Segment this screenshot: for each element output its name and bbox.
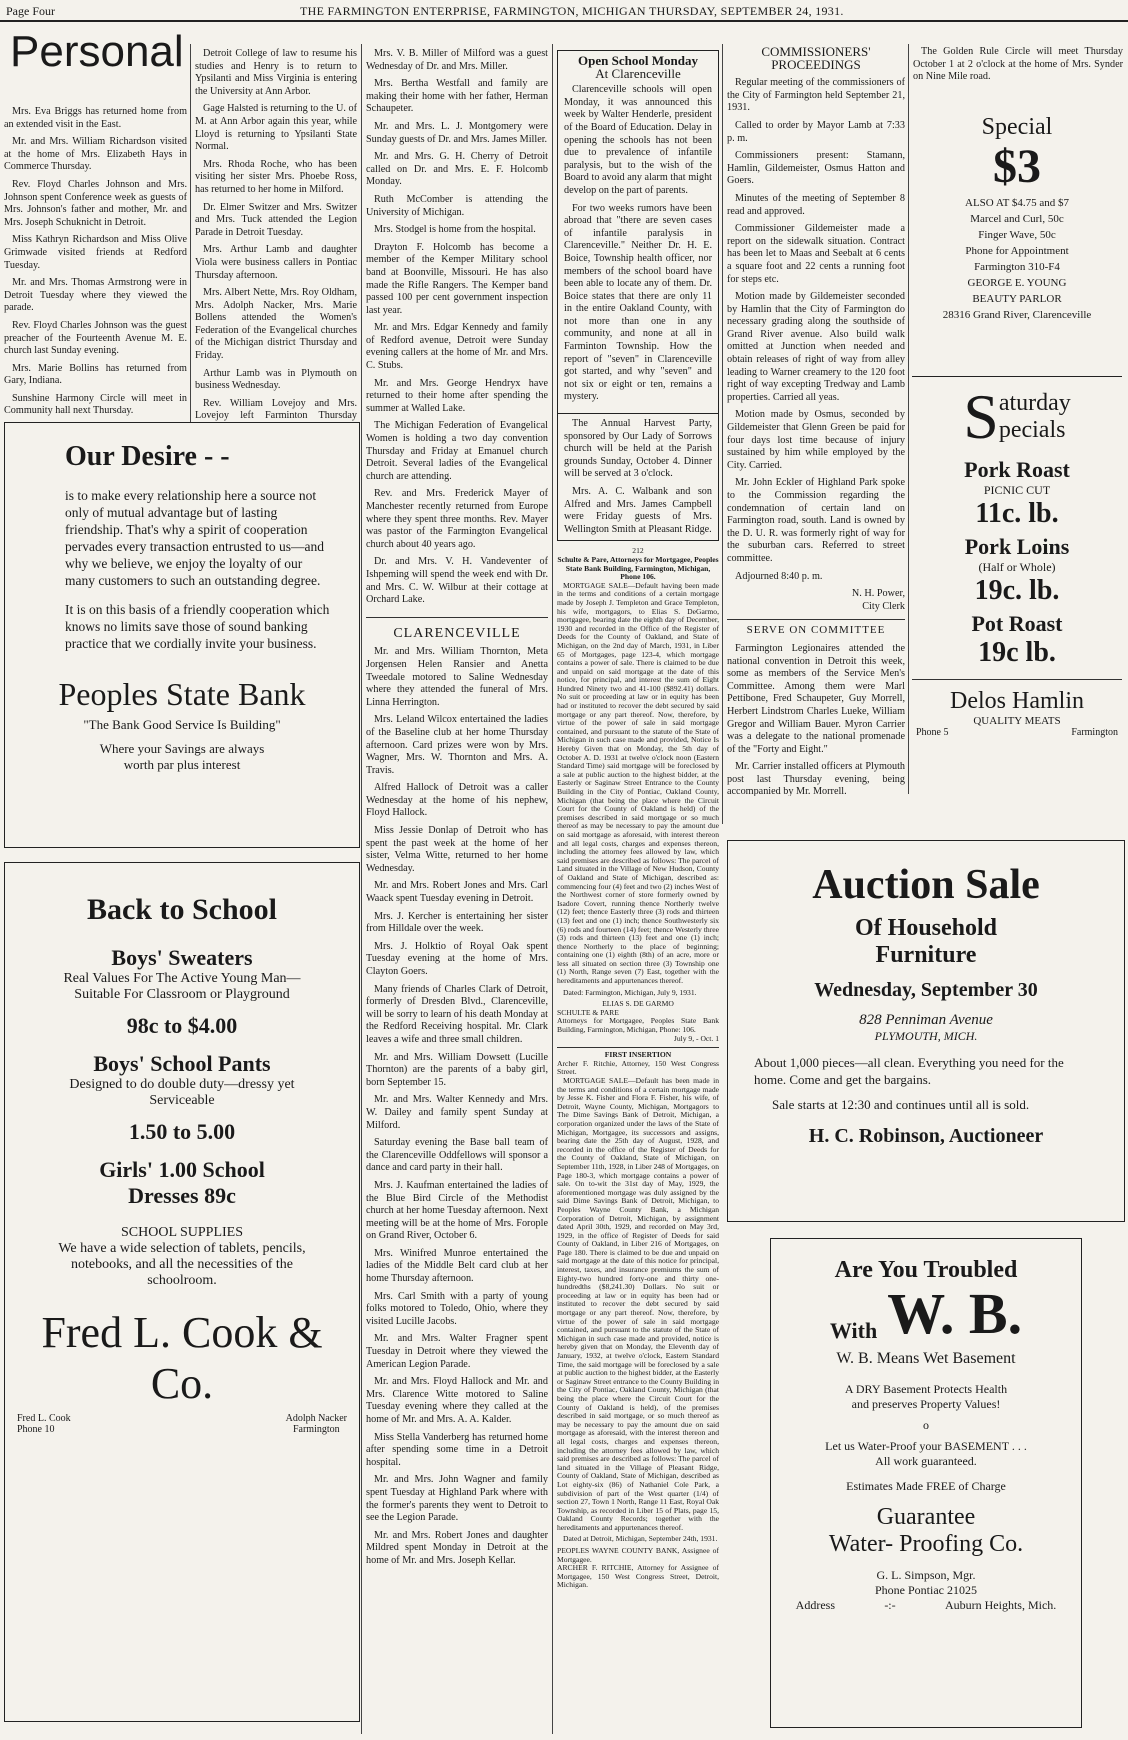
news-item: Miss Jessie Donlap of Detroit who has spent the past week at the home of her sister, Velma Witte, returned to her home Wednesday. xyxy=(366,825,548,874)
clarenceville-title: CLARENCEVILLE xyxy=(366,617,548,641)
bank-where-2: worth par plus interest xyxy=(123,757,241,772)
butcher-name: Delos Hamlin xyxy=(912,679,1122,715)
news-item: Mrs. Marie Bollins has returned from Gary, Indiana. xyxy=(4,362,187,387)
store-footer xyxy=(5,1409,359,1435)
news-item: Mr. and Mrs. Robert Jones and Mrs. Carl Waack spent Tuesday evening in Detroit. xyxy=(366,880,548,905)
news-item: Arthur Lamb was in Plymouth on business Wednesday. xyxy=(195,367,357,392)
auction-desc: About 1,000 pieces—all clean. Everything you need for the home. Come and get the bargains. xyxy=(754,1055,1064,1087)
personal-items xyxy=(4,106,187,421)
golden-rule-notice xyxy=(913,46,1123,106)
newspaper-header: THE FARMINGTON ENTERPRISE, FARMINGTON, MICHIGAN THURSDAY, SEPTEMBER 24, 1931. xyxy=(300,4,844,18)
walbank-notice: Mrs. A. C. Walbank and son Alfred and Mrs. James Campbell were Friday guests of Mrs. Wellington Smith at Pleasant Ridge. xyxy=(564,486,712,535)
personal-column-2 xyxy=(195,48,357,443)
item-pork-roast: Pork Roast xyxy=(964,457,1070,482)
news-item: Mr. and Mrs. Thomas Armstrong were in Detroit Tuesday where they viewed the parade. xyxy=(4,277,187,314)
school-ad-title: Back to School xyxy=(86,893,278,926)
clerk-name: N. H. Power, xyxy=(851,588,905,600)
events-box xyxy=(557,414,719,541)
news-item: Minutes of the meeting of September 8 read and approved. xyxy=(727,192,905,217)
news-item: Commissioner Gildemeister made a report on the sidewalk situation. Contract has been let to Maas and Seebalt at 6 cents a square foot and 22 cents a running foot for steps etc. xyxy=(727,223,905,285)
news-item: Rev. Floyd Charles Johnson was the guest preacher of the Fourteenth Avenue M. E. church last Sunday evening. xyxy=(4,319,187,357)
news-item: Regular meeting of the commissioners of the City of Farmington held September 21, 1931. xyxy=(727,77,905,114)
news-item: Mrs. Winifred Munroe entertained the ladies of the Middle Belt card club at her home Thursday afternoon. xyxy=(366,1247,548,1285)
commissioners-title: COMMISSIONERS' xyxy=(761,46,871,59)
meat-specials-ad xyxy=(912,376,1122,773)
clerk-title: City Clerk xyxy=(862,600,905,612)
supplies-heading: SCHOOL SUPPLIES xyxy=(120,1225,243,1240)
store-name: Fred L. Cook & Co. xyxy=(41,1308,323,1408)
butcher-contact xyxy=(912,727,1122,738)
news-item: Commissioners present: Stamann, Hamlin, Gildemeister, Osmus Hatton and Goers. xyxy=(727,150,905,187)
news-item: Mr. and Mrs. William Thornton, Meta Jorgensen Helen Ransier and Anetta Tweedale motored to Saline Wednesday where they attended the funeral of Mrs. Linna Herrington. xyxy=(366,646,548,708)
wb-initials: W. B. xyxy=(887,1281,1023,1346)
sweaters-desc-2: Suitable For Classroom or Playground xyxy=(74,987,290,1002)
news-item: Motion made by Gildemeister seconded by Hamlin that the City of Farmington do necessary grading along the southside of Grand River avenue. Also build walk omitted at Junction when needed and obtain releases of right of way from alley leading to Warner creamery to the 120 foot right of way excepting Tredway and Lamb properties. Carried all yeas. xyxy=(727,291,905,403)
wb-bullet: o xyxy=(923,1418,929,1432)
price-pot-roast: 19c lb. xyxy=(978,637,1056,668)
store-partner: Adolph Nacker xyxy=(285,1413,347,1424)
store-owner: Fred L. Cook xyxy=(17,1413,71,1424)
legal-dates: July 9, - Oct. 1 xyxy=(673,1033,719,1043)
fred-cook-school-ad xyxy=(4,862,360,1722)
wb-manager: G. L. Simpson, Mgr. xyxy=(876,1568,976,1582)
item-pork-loins: Pork Loins xyxy=(964,534,1070,559)
special-label: Special xyxy=(981,114,1053,140)
pants-desc-2: Serviceable xyxy=(149,1093,215,1108)
wb-address-line xyxy=(771,1598,1081,1613)
wb-company-2: Water- Proofing Co. xyxy=(828,1531,1024,1557)
sweaters-desc: Real Values For The Active Young Man— xyxy=(63,971,301,986)
commissioners-items xyxy=(727,77,905,583)
desire-body-2: It is on this basis of a friendly cooperation which knows no limits save those of sound banking practice that we cordially invite your business. xyxy=(65,602,330,651)
commissioners-subtitle: PROCEEDINGS xyxy=(771,56,861,72)
news-item: Rev. William Lovejoy and Mrs. Lovejoy left Farminton Thursday xyxy=(195,397,357,422)
news-item: Mrs. Arthur Lamb and daughter Viola were business callers in Pontiac Thursday afternoon. xyxy=(195,244,357,281)
butcher-town: Farmington xyxy=(1071,727,1118,738)
news-item: Rev. and Mrs. Frederick Mayer of Manchester recently returned from Europe where they spent three months. Rev. Mayer was pastor of the Farmington Evangelical church about 40 years ago. xyxy=(366,488,548,550)
dresses-price: Dresses 89c xyxy=(128,1183,236,1208)
golden-rule-text: The Golden Rule Circle will meet Thursday October 1 at 2 o'clock at the home of Mrs. Synder on Nine Mile road. xyxy=(913,46,1123,83)
harvest-notice: The Annual Harvest Party, sponsored by Our Lady of Sorrows church will be held at the Parish grounds Sunday, October 4. Dinner will be served at 3 o'clock. xyxy=(564,418,712,480)
news-item: Dr. Elmer Switzer and Mrs. Switzer and Mrs. Tuck attended the Legion Parade in Detroit Tuesday. xyxy=(195,201,357,238)
clarenceville-items xyxy=(366,646,548,1567)
wb-phone: Phone Pontiac 21025 xyxy=(875,1583,977,1597)
butcher-tagline: QUALITY MEATS xyxy=(973,715,1061,727)
supplies-desc-2: notebooks, and all the necessities of the xyxy=(71,1257,293,1272)
legal-notice-2 xyxy=(557,1047,719,1590)
news-item: Mr. and Mrs. Walter Fragner spent Tuesday in Detroit where they viewed the American Legion Parade. xyxy=(366,1333,548,1370)
saturday-word: aturday xyxy=(998,390,1071,416)
column-divider xyxy=(361,44,362,1734)
news-item: Alfred Hallock of Detroit was a caller Wednesday at the home of his nephew, Floyd Hallock. xyxy=(366,782,548,819)
news-item: Mr. and Mrs. William Richardson visited at the home of Mrs. Elizabeth Hays in Commerce Thursday. xyxy=(4,136,187,173)
news-item: The Michigan Federation of Evangelical Women is holding a two day convention Thursday and Friday at Emanuel church Detroit. Several ladies of the Evangelical church are attending. xyxy=(366,420,548,482)
bank-where-1: Where your Savings are always xyxy=(99,741,265,756)
serve-body-2: Mr. Carrier installed officers at Plymouth post last Thursday evening, being accompanied by Mr. Morrell. xyxy=(727,761,905,796)
pants-price: 1.50 to 5.00 xyxy=(128,1119,236,1144)
news-item: Mr. and Mrs. L. J. Montgomery were Sunday guests of Dr. and Mrs. James Miller. xyxy=(366,120,548,145)
legal-attorneys: Schulte & Pare, Attorneys for Mortgagee, Peoples State Bank Building, Farmington, Michigan, Phone 106. xyxy=(557,554,719,582)
item-pot-roast: Pot Roast xyxy=(971,611,1063,636)
also-prices: ALSO AT $4.75 and $7 xyxy=(965,197,1069,209)
news-item: Mrs. Eva Briggs has returned home from an extended visit in the East. xyxy=(4,106,187,130)
news-item: Mrs. Albert Nette, Mrs. Roy Oldham, Mrs. Adolph Nacker, Mrs. Marie Bollens attended the Women's Federation of the Evangelical churches of the Michigan district Thursday and Friday. xyxy=(195,287,357,362)
legal-dated: Dated: Farmington, Michigan, July 9, 1931. xyxy=(563,987,697,997)
news-item: Dr. and Mrs. V. H. Vandeventer of Ishpeming will spend the week end with Dr. and Mrs. C. W. Wilbur at their cottage at Orchard Lake. xyxy=(366,556,548,606)
school-subtitle: At Clarenceville xyxy=(595,65,681,81)
news-item: Mrs. Leland Wilcox entertained the ladies of the Baseline club at her home Thursday afternoon. Card prizes were won by Mrs. Wagner, Mrs. W. Thornton and Mrs. A. Travis. xyxy=(366,714,548,776)
legal-signature: ELIAS S. DE GARMO xyxy=(602,999,674,1009)
legal2-header: FIRST INSERTION xyxy=(604,1050,672,1060)
wb-separator: -:- xyxy=(884,1598,896,1612)
price-pork-loins: 19c. lb. xyxy=(974,575,1060,606)
news-item: Mrs. Stodgel is home from the hospital. xyxy=(374,224,536,236)
store-town: Farmington xyxy=(292,1424,340,1435)
peoples-bank-ad xyxy=(4,422,360,848)
finger-wave-price: Finger Wave, 50c xyxy=(978,229,1056,241)
news-item: Mr. and Mrs. John Wagner and family spent Tuesday at Highland Park where with the former's parents they went to Detroit to see the Legion Parade. xyxy=(366,1474,548,1524)
news-item: For two weeks rumors have been abroad that "there are seven cases of infantile paralysis in Clarenceville." Neither Dr. H. E. Boice, Township health officer, nor members of the school board have been able to locate any of them. Dr. Boice states that there are only 11 in the entire Oakland County, with not more than one in any community, and none at all in Farminton Township. How the report of "seven" in Clarenceville got started, and why "seven" and not six or eight or ten, remains a mystery. xyxy=(564,202,712,403)
news-item: Sunshine Harmony Circle will meet in Community hall next Thursday. xyxy=(4,392,187,417)
news-item: Mr. and Mrs. G. H. Cherry of Detroit called on Dr. and Mrs. E. F. Holcomb Monday. xyxy=(366,151,548,188)
news-item: Rev. Floyd Charles Johnson and Mrs. Johnson spent Conference week as guests of Mrs. Johnson's father and mother, Mr. and Mrs. Joseph Schuknicht in Detroit. xyxy=(4,178,187,228)
news-item: Mrs. J. Kaufman entertained the ladies of the Blue Bird Circle of the Methodist church at her home Tuesday afternoon. Next meeting will be at the home of Mrs. Forople on Grand River, October 6. xyxy=(366,1179,548,1242)
beauty-address: 28316 Grand River, Clarenceville xyxy=(942,309,1092,321)
legal-signature-2: SCHULTE & PARE xyxy=(557,1007,619,1017)
news-item: Many friends of Charles Clark of Detroit, formerly of Dresden Blvd., Clarenceville, will be sorry to learn of his death Monday at the Redford Receiving hospital. Mr. Clark leaves a wife and three small children. xyxy=(366,983,548,1045)
news-item: Detroit College of law to resume his studies and Henry is to return to Ypsilanti and Miss Virginia is entering the University at Ann Arbor. xyxy=(195,48,357,97)
school-title: Open School Monday xyxy=(578,53,698,68)
serve-body: Farmington Legionaires attended the national convention in Detroit this week, some as members of the Service Men's Committee. Among them were Marl Pettibone, Fred Schaupeter, Guy Morrell, Herbert Lindstrom Charles Lueke, William Gregor and William Bauer. Myron Carrier was a delegate to the national promenade of the "Forty and Eight." xyxy=(727,642,905,755)
column-divider xyxy=(190,44,191,444)
butcher-phone: Phone 5 xyxy=(916,727,949,738)
column-divider xyxy=(722,44,723,824)
saturday-specials-heading xyxy=(912,381,1122,452)
news-item: Mr. and Mrs. William Dowsett (Lucille Thornton) are the parents of a baby girl, born September 15. xyxy=(366,1051,548,1088)
wb-title: Are You Troubled xyxy=(834,1257,1018,1283)
legal-number: 212 xyxy=(632,546,644,556)
special-price: $3 xyxy=(993,140,1041,193)
legal2-signature-2: ARCHER F. RITCHIE, Attorney for Assignee of Mortgagee, 150 West Congress Street, Detroit, Michigan. xyxy=(557,1563,719,1590)
serve-title: SERVE ON COMMITTEE xyxy=(727,619,905,637)
price-pork-roast: 11c. lb. xyxy=(975,498,1059,529)
col2-items xyxy=(195,48,357,443)
column-divider xyxy=(908,44,909,794)
store-phone: Phone 10 xyxy=(17,1424,55,1435)
page-number: Page Four xyxy=(6,4,55,18)
dresses-heading: Girls' 1.00 School xyxy=(99,1157,265,1182)
news-item: Mrs. Bertha Westfall and family are making their home with her father, Herman Schaupeter. xyxy=(366,78,548,115)
news-item: Mr. and Mrs. Robert Jones and daughter Mildred spent Monday in Detroit at the home of Mr. and Mrs. Joseph Kellar. xyxy=(366,1529,548,1566)
wb-heading xyxy=(771,1281,1081,1346)
pants-desc: Designed to do double duty—dressy yet xyxy=(69,1077,295,1092)
auction-address: 828 Penniman Avenue xyxy=(859,1012,993,1028)
legal2-body: MORTGAGE SALE—Default has been made in the terms and conditions of a certain mortgage made by Jesse K. Fisher and Flora F. Fisher, his wife, of Detroit, Wayne County, Michigan, Mortgagors to The Dime Savings Bank of Detroit, Michigan, a corporation organized under the laws of the State of Michigan, Mortgagee, its successors and assigns, bearing date the 25th day of August, 1928, and recorded in the office of the Register of Deeds for the County of Oakland, State of Michigan, on September 11th, 1928, in Liber 248 of Mortgages, on Page 180-3, which mortgage contains a power of sale. On to-wit the 31st day of May, 1929, the aforementioned mortgage was duly assigned by the said Dime Savings Bank of Detroit, Michigan, to Peoples Wayne County Bank, a Michigan Corporation of Detroit, Michigan, by assignment dated April 30th, 1929, and recorded on May 3rd, 1929, in the office of Register of Deeds for said County of Oakland, in Liber 216 of Mortgages, on Page 180. There is claimed to be due and unpaid on said mortgage at the date of this notice for principal, interest, taxes, and insurance premiums the sum of Eighty-two hundred forty-one and thirty one-hundredths ($8,241.30) Dollars. No suit or proceeding at law or in equity has been had or instituted to recover the debt secured by said mortgage or any part thereof. Now, therefore, by virtue of the power of sale in said mortgage contained, and pursuant to the statute of the State of Michigan in such case made and provided, notice is hereby given that on Monday, the Eleventh day of January, 1932, at twelve o'clock, Eastern Standard Time, the said mortgage will be foreclosed by a sale at public auction to the highest bidder, at the Easterly or Saginaw Street entrance to the County Building in the City of Pontiac, Oakland County, Michigan (that being the place where the Circuit Court for the County of Oakland is held), of the premises described in said mortgage, or so much thereof as may be necessary to pay the amount due on said mortgage as aforesaid, with the interest thereon and all legal costs, charges and expenses thereon, including the attorney fees allowed by law, which said premises are described as follows: The parcel of land situated in the Village of Pleasant Ridge, County of Oakland, State of Michigan, described as Lot eighty-six (86) of Nathaniel Cole Park, a subdivision of part of the West quarter (1/4) of section 27, Town 1 North, Range 11 East, Royal Oak Township, as recorded in Liber 15 of Plats, page 15, Oakland County Records; together with the hereditaments and appurtenances thereof. xyxy=(557,1076,719,1532)
news-item: Mr. and Mrs. Floyd Hallock and Mr. and Mrs. Clarence Witte motored to Saline Tuesday evening where they called at the home of Mr. and Mrs. A. A. Kalder. xyxy=(366,1376,548,1425)
auction-sale-ad xyxy=(727,840,1125,1222)
news-item: Mr. and Mrs. Walter Kennedy and Mrs. W. Dailey and family spent Sunday at Milford. xyxy=(366,1094,548,1131)
sweaters-price: 98c to $4.00 xyxy=(126,1013,238,1038)
legal2-signature: PEOPLES WAYNE COUNTY BANK, Assignee of Mortgagee. xyxy=(557,1546,719,1564)
wb-benefit-2: and preserves Property Values! xyxy=(851,1397,1001,1411)
desire-title: Our Desire - - xyxy=(65,441,230,472)
auction-city: PLYMOUTH, MICH. xyxy=(874,1029,978,1043)
legal-body: MORTGAGE SALE—Default having been made in the terms and conditions of a certain mortgage made by Joseph J. Templeton and Grace Templeton, his wife, mortgagors, to Elias S. DeGarmo, mortgagee, bearing date the eighth day of December, 1930 and recorded in the Office of the Register of Deeds for the County of Oakland, and State of Michigan, on the 2nd day of March, 1931, in Liber 65 of Mortgages, page 123-4, which mortgage contains a power of sale. There is claimed to be due and unpaid on said mortgage at the date of this notice, for principal, and interest the sum of Eight Hundred Ninety two and 41-100 ($892.41) dollars. No suit or proceeding at law or in equity has been had or instituted to recover the debt secured by said mortgage or any part thereof. Now, therefore, by virtue of the power of sale in said mortgage contained, and pursuant to the statute of the State of Michigan in such case made and provided, Notice Is Hereby Given that on Monday, the 5th day of October A. D. 1931 at twelve o'clock noon (Eastern Standard Time) said mortgage will be foreclosed by a sale at public auction to the highest bidder, at the Easterly or Saginaw Street Entrance to the County Building in the City of Pontiac, Oakland County, Michigan (that being the place where the Circuit Court for the County of Oakland is held) of the premises described in said mortgage or so much thereof as may be necessary to pay the amount due on said mortgage as aforesaid, with interest thereon and all legal costs, charges and expenses thereon, including the attorney fees allowed by law, which said premises are described as follows: The parcel of Land situated in the Village of New Hudson, County of Oakland and State of Michigan, described as: commencing four (4) feet and two (2) inches West of the Northwest corner of store formerly owned by Isadore Covert, running thence Northerly twelve (12) feet; thence Easterly three (3) rods and thirteen (13) feet and one (1) inch; thence Southwesterly six (6) rods and fourteen (14) feet; thence Westerly three (3) rods and thirteen (13) feet and one (1) inch; thence Northerly to the place of beginning; containing one (1) eighth (8th) of an acre, more or less all situated on section three (3) Township one (1) North, Range seven (7) East, together with the hereditaments and appurtenances thereof. xyxy=(557,580,719,986)
news-item: Drayton F. Holcomb has become a member of the Kemper Military school band at Boonville, Missouri. He has also made the Rifle Rangers. The Kemper band passed 100 per cent government inspection last year. xyxy=(366,241,548,316)
col3-items xyxy=(366,48,548,607)
legal-notice-1 xyxy=(557,547,719,1043)
news-item: Mr. and Mrs. George Hendryx have returned to their home after spending the summer at Walled Lake. xyxy=(366,377,548,414)
marcel-price: Marcel and Curl, 50c xyxy=(970,213,1064,225)
beauty-parlor-ad xyxy=(912,108,1122,348)
news-item: Gage Halsted is returning to the U. of M. at Ann Arbor again this year, while Lloyd is returning to Ypsilanti State Normal. xyxy=(195,103,357,153)
news-item: Mrs. J. Kercher is entertaining her sister from Hilldale over the week. xyxy=(366,910,548,935)
beauty-phone: Farmington 310-F4 xyxy=(974,261,1060,273)
desire-body: is to make every relationship here a source not only of mutual advantage but of lasting friendship. That's why a spirit of cooperation pervades every transaction entrusted to us—and why we believe, we enjoy the loyalty of our many customers to such an outstanding degree. xyxy=(65,488,325,588)
legal2-attorney: Archer F. Ritchie, Attorney, 150 West Congress Street. xyxy=(557,1058,719,1077)
personal-title: Personal xyxy=(10,27,184,76)
supplies-desc-3: schoolroom. xyxy=(147,1273,217,1288)
pants-heading: Boys' School Pants xyxy=(93,1051,271,1076)
drop-cap: S xyxy=(963,381,999,452)
auction-date: Wednesday, September 30 xyxy=(814,979,1038,1001)
news-item: Motion made by Osmus, seconded by Gildemeister that Glenn Green be paid for four days lost time because of injury sustained by him while employed by the City. Carried. xyxy=(727,409,905,471)
auction-desc-2: Sale starts at 12:30 and continues until all is sold. xyxy=(772,1097,1030,1112)
supplies-desc: We have a wide selection of tablets, pencils, xyxy=(58,1241,306,1256)
news-item: Clarenceville schools will open Monday, it was announced this week by Walter Henderle, president of the Board of Education. Delay in opening the schools has not been due to prevalence of infantile paralysis, but to the wish of the Board to avoid any alarm that might develop on the part of parents. xyxy=(564,84,712,196)
column-divider xyxy=(552,44,553,1734)
wb-estimates: Estimates Made FREE of Charge xyxy=(846,1479,1006,1493)
auction-subtitle: Of Household xyxy=(854,915,998,941)
beauty-owner: GEORGE E. YOUNG xyxy=(967,277,1067,289)
news-item: Mr. John Eckler of Highland Park spoke to the Commission regarding the condemnation of certain land on Farmington road, south. Land is owned by the D. U. R. was formerly right of way for the suburban cars. Referred to street committee. xyxy=(727,477,905,564)
commissioners-column xyxy=(727,46,905,796)
auction-subtitle-2: Furniture xyxy=(875,942,977,968)
bank-slogan: "The Bank Good Service Is Building" xyxy=(83,717,281,732)
school-column xyxy=(557,50,719,1740)
bank-name: Peoples State Bank xyxy=(58,676,306,712)
wb-offer: Let us Water-Proof your BASEMENT . . . All work guaranteed. xyxy=(825,1439,1027,1468)
news-item: Mrs. J. Holktio of Royal Oak spent Tuesday evening at the home of Mrs. Clayton Goers. xyxy=(366,940,548,977)
news-item: Adjourned 8:40 p. m. xyxy=(735,570,823,582)
appointment-note: Phone for Appointment xyxy=(965,245,1069,257)
news-item: Miss Stella Vanderberg has returned home after spending some time in a Detroit hospital. xyxy=(366,1431,548,1468)
legal2-dated: Dated at Detroit, Michigan, September 24th, 1931. xyxy=(563,1534,718,1544)
wb-meaning: W. B. Means Wet Basement xyxy=(836,1350,1016,1367)
personal-column xyxy=(4,26,187,421)
specials-word: pecials xyxy=(998,417,1066,443)
item-pork-roast-cut: PICNIC CUT xyxy=(983,483,1051,497)
legal-signature-3: Attorneys for Mortgagee, Peoples State Bank Building, Farmington, Michigan, Phone: 106. xyxy=(557,1016,719,1035)
news-item: Called to order by Mayor Lamb at 7:33 p. m. xyxy=(727,119,905,144)
news-item: Mrs. V. B. Miller of Milford was a guest Wednesday of Dr. and Mrs. Miller. xyxy=(366,48,548,72)
item-pork-loins-cut: (Half or Whole) xyxy=(978,560,1056,574)
school-items xyxy=(564,84,712,404)
news-item: Mrs. Rhoda Roche, who has been visiting her sister Mrs. Phoebe Ross, has returned to her home in Milford. xyxy=(195,158,357,195)
auctioneer: H. C. Robinson, Auctioneer xyxy=(808,1125,1044,1147)
school-box xyxy=(557,50,719,414)
waterproofing-ad xyxy=(770,1238,1082,1728)
social-column xyxy=(366,48,548,1738)
beauty-name: BEAUTY PARLOR xyxy=(972,293,1062,305)
wb-address: Auburn Heights, Mich. xyxy=(944,1598,1057,1612)
wb-benefit: A DRY Basement Protects Health xyxy=(844,1382,1008,1396)
news-item: Mrs. Carl Smith with a party of young folks motored to Toledo, Ohio, where they visited Lucille Jacobs. xyxy=(366,1290,548,1327)
wb-with: With xyxy=(829,1318,878,1343)
news-item: Miss Kathryn Richardson and Miss Olive Grimwade visited friends at Redford Tuesday. xyxy=(4,234,187,271)
news-item: Saturday evening the Base ball team of the Clarenceville Oddfellows will sponsor a dance and card party in their hall. xyxy=(366,1137,548,1174)
sweaters-heading: Boys' Sweaters xyxy=(111,945,253,970)
wb-company: Guarantee xyxy=(876,1504,976,1530)
auction-title: Auction Sale xyxy=(812,862,1040,908)
news-item: Ruth McComber is attending the University of Michigan. xyxy=(366,193,548,218)
news-item: Mr. and Mrs. Edgar Kennedy and family of Redford avenue, Detroit were Sunday evening callers at the home of Mr. and Mrs. C. Stubs. xyxy=(366,322,548,372)
masthead xyxy=(0,0,1128,22)
wb-address-label: Address xyxy=(795,1598,835,1612)
